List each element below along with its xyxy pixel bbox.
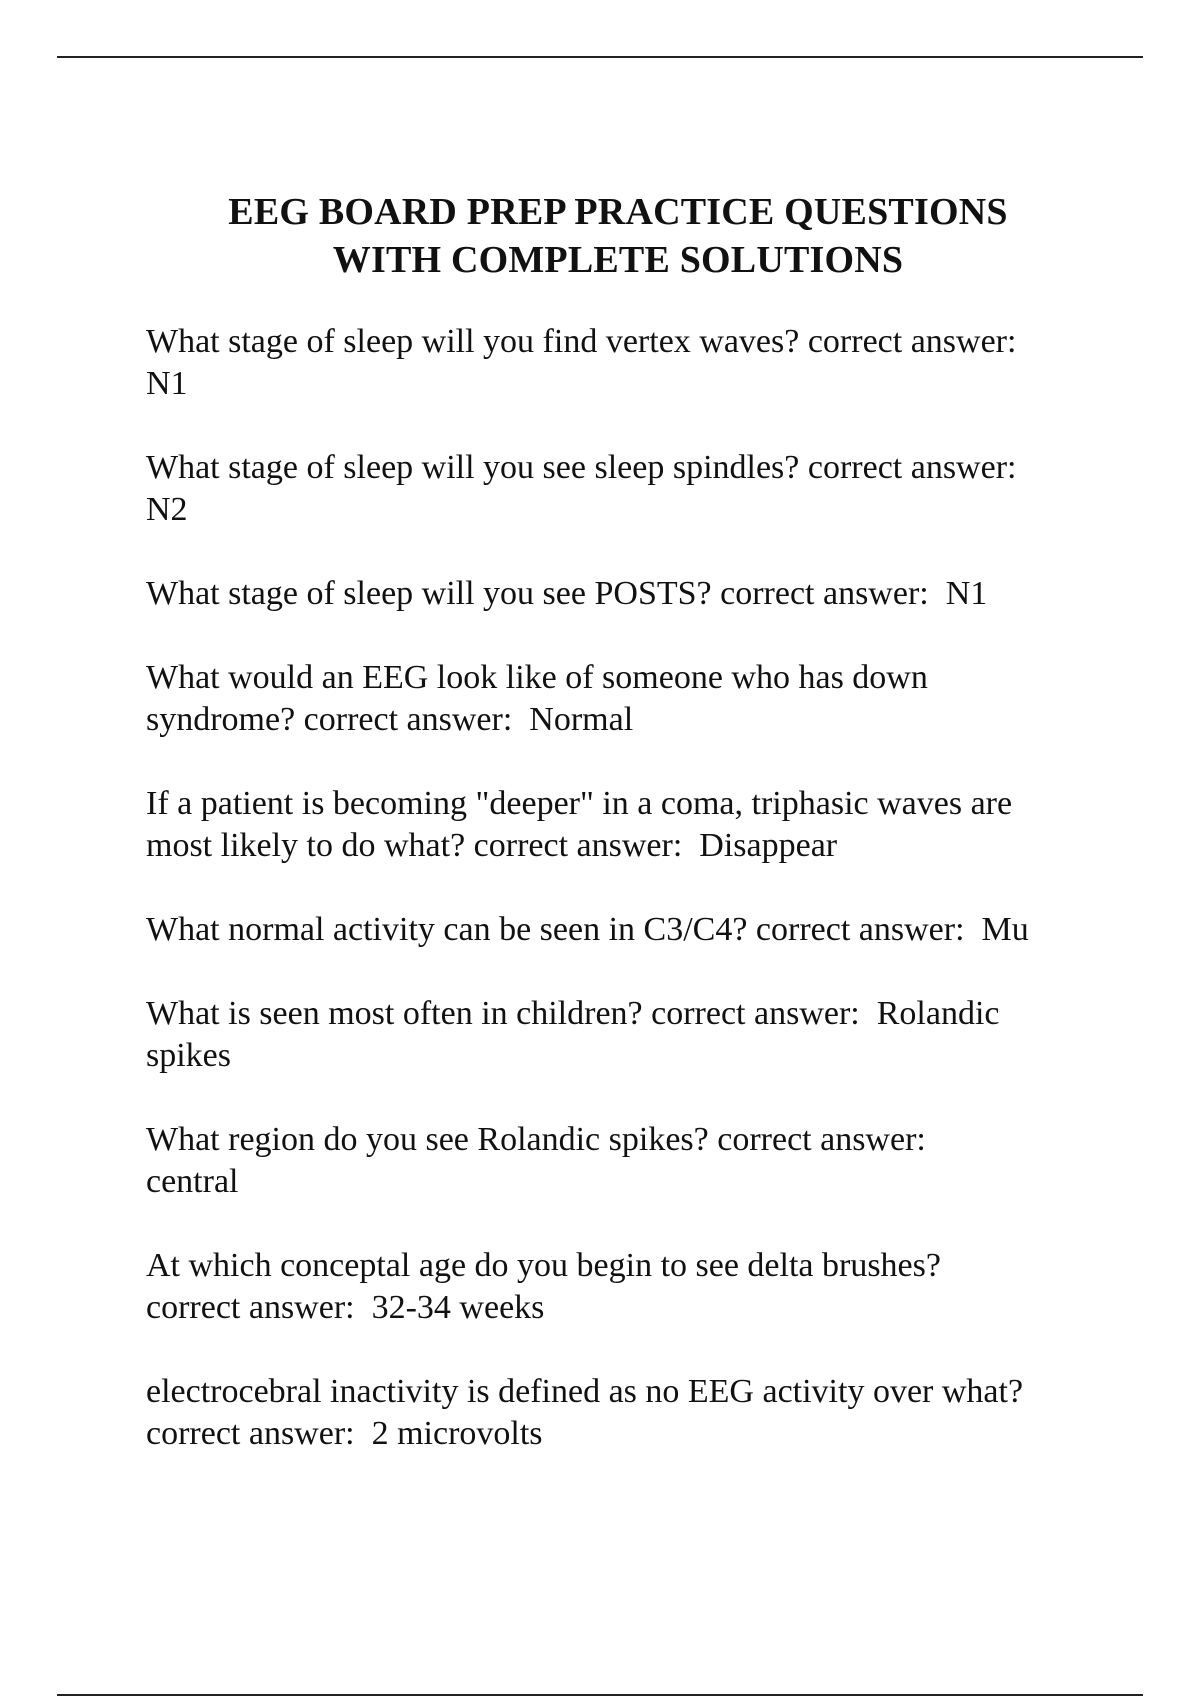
qa-list bbox=[146, 321, 1096, 1497]
qa-item: At which conceptal age do you begin to see delta brushes? correct answer: 32-34 weeks bbox=[146, 1247, 941, 1326]
qa-item: What stage of sleep will you see POSTS? correct answer: N1 bbox=[146, 575, 988, 612]
qa-item: If a patient is becoming "deeper" in a coma, triphasic waves are most likely to do what? correct answer: Disappear bbox=[146, 785, 1013, 864]
top-divider bbox=[57, 56, 1143, 58]
qa-item: What normal activity can be seen in C3/C4? correct answer: Mu bbox=[146, 911, 1029, 948]
title-line-2: WITH COMPLETE SOLUTIONS bbox=[332, 239, 904, 281]
page-title bbox=[0, 188, 1200, 284]
qa-item: What would an EEG look like of someone who has down syndrome? correct answer: Normal bbox=[146, 659, 928, 738]
bottom-divider bbox=[57, 1694, 1143, 1696]
qa-item: electrocebral inactivity is defined as no EEG activity over what? correct answer: 2 microvolts bbox=[146, 1373, 1024, 1452]
qa-item: What stage of sleep will you find vertex waves? correct answer: N1 bbox=[146, 323, 1017, 402]
qa-item: What stage of sleep will you see sleep spindles? correct answer: N2 bbox=[146, 449, 1017, 528]
qa-item: What is seen most often in children? correct answer: Rolandic spikes bbox=[146, 995, 1000, 1074]
qa-item: What region do you see Rolandic spikes? correct answer: central bbox=[146, 1121, 926, 1200]
title-line-1: EEG BOARD PREP PRACTICE QUESTIONS bbox=[228, 191, 1008, 233]
